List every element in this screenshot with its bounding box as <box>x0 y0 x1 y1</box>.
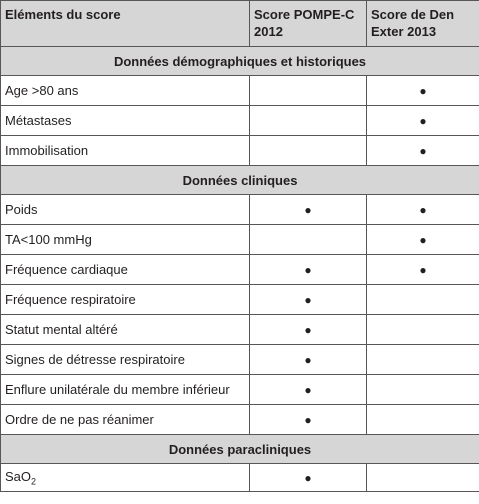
pompe-c-mark: ● <box>250 195 367 225</box>
pompe-c-mark <box>250 76 367 106</box>
den-exter-mark <box>367 345 479 375</box>
table-row <box>1 225 479 255</box>
table-header-row <box>1 1 479 47</box>
table-row <box>1 285 479 315</box>
row-label-main: SaO <box>5 468 32 484</box>
section-header-clinical <box>1 166 479 195</box>
table-row <box>1 76 479 106</box>
section-title: Données paracliniques <box>1 435 479 464</box>
den-exter-mark <box>367 285 479 315</box>
row-label-subscript: 2 <box>31 476 37 487</box>
den-exter-mark: ● <box>367 76 479 106</box>
den-exter-mark: ● <box>367 225 479 255</box>
table-row <box>1 136 479 166</box>
row-label: Immobilisation <box>1 136 250 166</box>
row-label: Fréquence cardiaque <box>1 255 250 285</box>
table-row <box>1 375 479 405</box>
section-title: Données démographiques et historiques <box>1 47 479 76</box>
table-row <box>1 464 479 492</box>
header-den-exter: Score de Den Exter 2013 <box>367 1 479 47</box>
row-label: Enflure unilatérale du membre inférieur <box>1 375 250 405</box>
table-row <box>1 405 479 435</box>
table-row <box>1 106 479 136</box>
section-header-paraclinical <box>1 435 479 464</box>
row-label: Age >80 ans <box>1 76 250 106</box>
header-pompe-c: Score POMPE-C 2012 <box>250 1 367 47</box>
table-row <box>1 345 479 375</box>
pompe-c-mark <box>250 225 367 255</box>
row-label: TA<100 mmHg <box>1 225 250 255</box>
den-exter-mark <box>367 405 479 435</box>
section-header-demographic <box>1 47 479 76</box>
den-exter-mark: ● <box>367 106 479 136</box>
row-label: Poids <box>1 195 250 225</box>
pompe-c-mark: ● <box>250 315 367 345</box>
row-label: Fréquence respiratoire <box>1 285 250 315</box>
pompe-c-mark: ● <box>250 255 367 285</box>
den-exter-mark: ● <box>367 195 479 225</box>
den-exter-mark: ● <box>367 136 479 166</box>
row-label: Métastases <box>1 106 250 136</box>
pompe-c-mark <box>250 136 367 166</box>
pompe-c-mark: ● <box>250 405 367 435</box>
den-exter-mark <box>367 375 479 405</box>
den-exter-mark: ● <box>367 255 479 285</box>
pompe-c-mark: ● <box>250 285 367 315</box>
section-title: Données cliniques <box>1 166 479 195</box>
den-exter-mark <box>367 464 479 492</box>
table-row <box>1 315 479 345</box>
header-elements: Eléments du score <box>1 1 250 47</box>
pompe-c-mark: ● <box>250 345 367 375</box>
row-label <box>1 464 250 492</box>
row-label: Signes de détresse respiratoire <box>1 345 250 375</box>
row-label: Ordre de ne pas réanimer <box>1 405 250 435</box>
pompe-c-mark: ● <box>250 464 367 492</box>
den-exter-mark <box>367 315 479 345</box>
pompe-c-mark <box>250 106 367 136</box>
row-label: Statut mental altéré <box>1 315 250 345</box>
table-row <box>1 195 479 225</box>
table-row <box>1 255 479 285</box>
pompe-c-mark: ● <box>250 375 367 405</box>
